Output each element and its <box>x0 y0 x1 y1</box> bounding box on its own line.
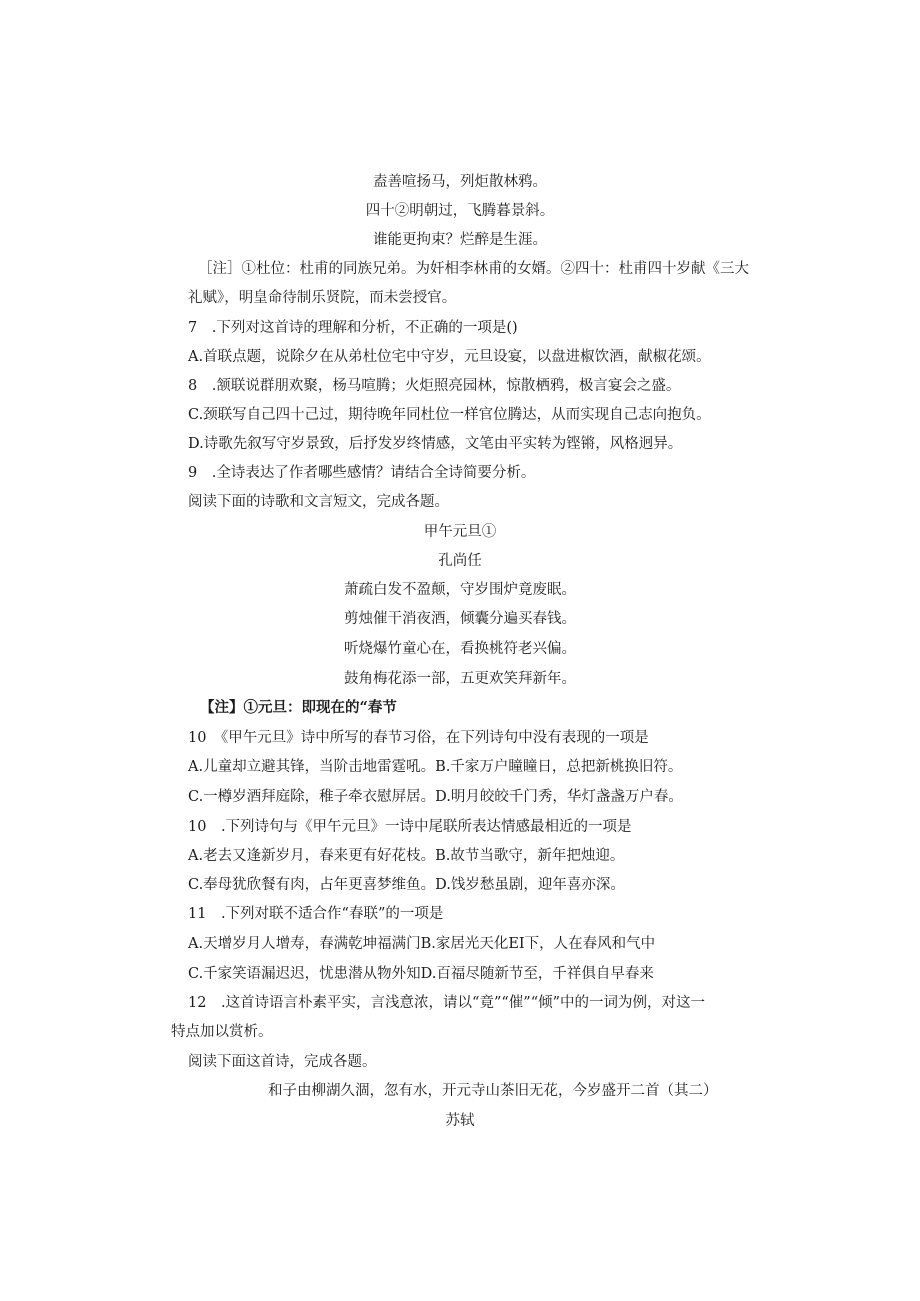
poem1-line: 盍善喧扬马，列炬散林鸦。 <box>373 174 547 190</box>
question-10-option: A.儿童却立避其锋，当阶击地雷霆吼。B.千家万户瞳瞳日，总把新桃换旧符。 <box>188 759 683 775</box>
poem2-line: 鼓角梅花添一部，五更欢笑拜新年。 <box>344 671 576 687</box>
reading-instruction: 阅读下面的诗歌和文言短文，完成各题。 <box>188 494 449 510</box>
poem2-line: 剪烛催干消夜酒，倾囊分遍买春钱。 <box>344 611 576 627</box>
poem2-title: 甲午元旦① <box>423 524 497 540</box>
poem1-line: 四十②明朝过，飞腾暮景斜。 <box>365 203 555 219</box>
question-11-option: C.千家笑语漏迟迟，忧患潜从物外知D.百福尽随新节至，千祥俱自早春来 <box>188 966 654 982</box>
question-11-option: A.天增岁月人增寿，春满乾坤福满门B.家居光天化EI下，人在春风和气中 <box>188 936 656 952</box>
question-9: 9 .全诗表达了作者哪些感情？请结合全诗简要分析。 <box>188 465 536 481</box>
question-7-option: A.首联点题，说除夕在从弟杜位宅中守岁，元旦设宴，以盘进椒饮酒，献椒花颂。 <box>188 349 711 365</box>
question-10b-option: C.奉母犹欣餐有肉，占年更喜梦维鱼。D.饯岁愁虽剧，迎年喜亦深。 <box>188 877 625 893</box>
poem2-author: 孔尚任 <box>438 553 482 569</box>
question-7-option: D.诗歌先叙写守岁景致，后抒发岁终情感，文笔由平实转为铿锵，风格迥异。 <box>188 436 683 452</box>
question-7-stem: 7 .下列对这首诗的理解和分析，不正确的一项是() <box>188 320 518 336</box>
reading-instruction: 阅读下面这首诗，完成各题。 <box>188 1054 377 1070</box>
poem2-note: 【注】①元旦：即现在的“春节 <box>200 699 397 716</box>
question-11-stem: 11 .下列对联不适合作“春联”的一项是 <box>188 906 444 922</box>
question-12-stem-continued: 特点加以赏析。 <box>171 1024 273 1040</box>
question-10-option: C.一樽岁酒拜庭除，稚子牵衣慰屏居。D.明月皎皎千门秀，华灯盏盏万户春。 <box>188 789 683 805</box>
poem3-title: 和子由柳湖久涸，忽有水，开元寺山茶旧无花，今岁盛开二首（其二） <box>268 1083 718 1099</box>
question-10b-option: A.老去又逢新岁月，春来更有好花枝。B.故节当歌守，新年把烛迎。 <box>188 848 625 864</box>
question-10b-stem: 10 .下列诗句与《甲午元旦》一诗中尾联所表达情感最相近的一项是 <box>188 819 632 835</box>
poem2-line: 听烧爆竹童心在，看换桃符老兴偏。 <box>344 641 576 657</box>
poem3-author: 苏轼 <box>445 1113 475 1129</box>
poem2-line: 萧疏白发不盈颠，守岁围炉竟废眠。 <box>344 582 576 598</box>
question-7-option: C.颈联写自己四十己过，期待晚年同杜位一样官位腾达，从而实现自己志向抱负。 <box>188 407 711 423</box>
question-10-stem: 10 《甲午元旦》诗中所写的春节习俗，在下列诗句中没有表现的一项是 <box>188 730 649 746</box>
poem1-line: 谁能更拘束？烂醉是生涯。 <box>373 232 547 248</box>
poem1-note-continued: 礼赋》，明皇命待制乐贤院，而未尝授官。 <box>188 290 457 306</box>
question-12-stem: 12 .这首诗语言朴素平实，言浅意浓，请以“竟”“催”“倾”中的一词为例，对这一 <box>188 995 706 1011</box>
question-7-option: 8 .颔联说群朋欢聚，杨马喧腾；火炬照亮园林，惊散栖鸦，极言宴会之盛。 <box>188 378 681 394</box>
poem1-note: ［注］①杜位：杜甫的同族兄弟。为奸相李林甫的女婿。②四十：杜甫四十岁献《三大 <box>198 261 749 277</box>
